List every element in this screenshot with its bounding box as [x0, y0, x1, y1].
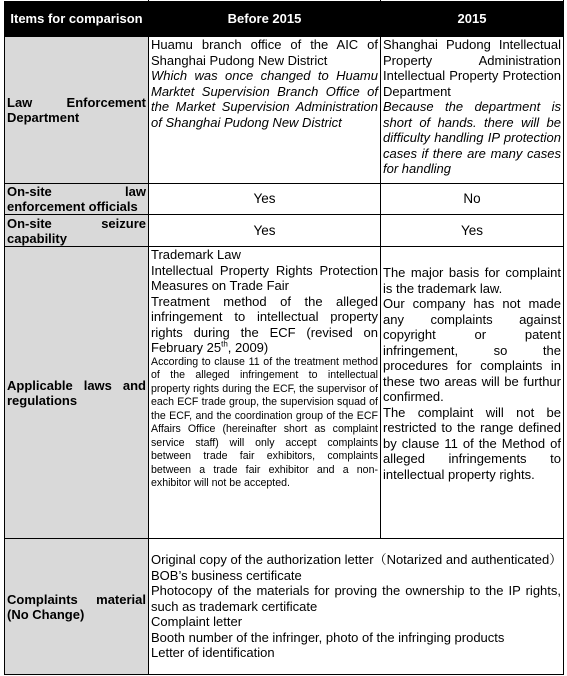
row-label-onsite-seizure: On-site seizure capability — [5, 215, 149, 247]
cell-laws-before — [149, 247, 381, 539]
materials-item-3: Photocopy of the materials for proving the ownership to the IP rights, such as trademark certificate — [151, 583, 561, 614]
laws-before-item-2: Intellectual Property Rights Protection Measures on Trade Fair — [151, 262, 378, 293]
laws-2015-item-3: The complaint will not be restricted to the range defined by clause 11 of the Method of alleged infringements to intellectual property rights. — [383, 404, 561, 482]
laws-before-item-3-sup: th — [221, 339, 228, 349]
materials-item-4: Complaint letter — [151, 614, 243, 630]
row-label-laws: Applicable laws and regulations — [5, 247, 149, 539]
cell-onsite-officials-2015: No — [381, 184, 564, 215]
cell-law-enforcement-before — [149, 37, 381, 184]
law-enforcement-2015-note: Because the department is short of hands. there will be difficulty handling IP protection cases if there are many cases for handling — [383, 99, 561, 176]
table-row — [5, 215, 564, 247]
row-label-onsite-officials: On-site law enforcement officials — [5, 184, 149, 215]
laws-before-item-3 — [151, 294, 378, 356]
cell-materials — [149, 539, 564, 675]
header-before-2015: Before 2015 — [149, 1, 381, 37]
table-row — [5, 247, 564, 539]
laws-before-item-3-end: , 2009) — [227, 340, 269, 355]
header-items: Items for comparison — [5, 1, 149, 37]
cell-onsite-seizure-before: Yes — [149, 215, 381, 247]
laws-before-item-1: Trademark Law — [151, 247, 241, 262]
law-enforcement-before-main: Huamu branch office of the AIC of Shanghai Pudong New District — [151, 37, 378, 68]
cell-laws-2015 — [381, 247, 564, 539]
laws-before-item-4: According to clause 11 of the treatment method of the alleged infringement to intellectual property rights during the ECF, the supervisor of each ECF trade group, the supervision squad of the ECF, and the coordination group of the ECF Affairs Office (hereinafter short as complaint service staff) will only accept complaints between trade fair exhibitors, complaints between a trade fair exhibitor and a non-exhibitor will not be accepted. — [151, 355, 378, 489]
law-enforcement-before-note: Which was once changed to Huamu Marktet Supervision Branch Office of the Market Supervision Administration of Shanghai Pudong New District — [151, 68, 378, 130]
cell-onsite-officials-before: Yes — [149, 184, 381, 215]
law-enforcement-2015-main: Shanghai Pudong Intellectual Property Administration Intellectual Property Protection Department — [383, 37, 561, 99]
row-label-law-enforcement: Law Enforcement Department — [5, 37, 149, 184]
table-header-row — [5, 1, 564, 37]
materials-item-5: Booth number of the infringer, photo of the infringing products — [151, 629, 505, 645]
laws-2015-item-2: Our company has not made any complaints against copyright or patent infringement, so the procedures for complaints in these two areas will be furthur confirmed. — [383, 296, 561, 404]
laws-2015-item-1: The major basis for complaint is the trademark law. — [383, 265, 561, 296]
table-row — [5, 539, 564, 675]
cell-law-enforcement-2015 — [381, 37, 564, 184]
table-row — [5, 37, 564, 184]
laws-before-item-3-text: Treatment method of the alleged infringement to intellectual property rights during the ECF (revised on February 25 — [151, 293, 378, 355]
table-row — [5, 184, 564, 215]
materials-item-1: Original copy of the authorization letter（Notarized and authenticated） — [151, 552, 563, 568]
comparison-table — [4, 0, 564, 675]
materials-item-6: Letter of identification — [151, 645, 275, 661]
header-2015: 2015 — [381, 1, 564, 37]
cell-onsite-seizure-2015: Yes — [381, 215, 564, 247]
materials-item-2: BOB’s business certificate — [151, 567, 302, 583]
row-label-materials: Complaints material (No Change) — [5, 539, 149, 675]
